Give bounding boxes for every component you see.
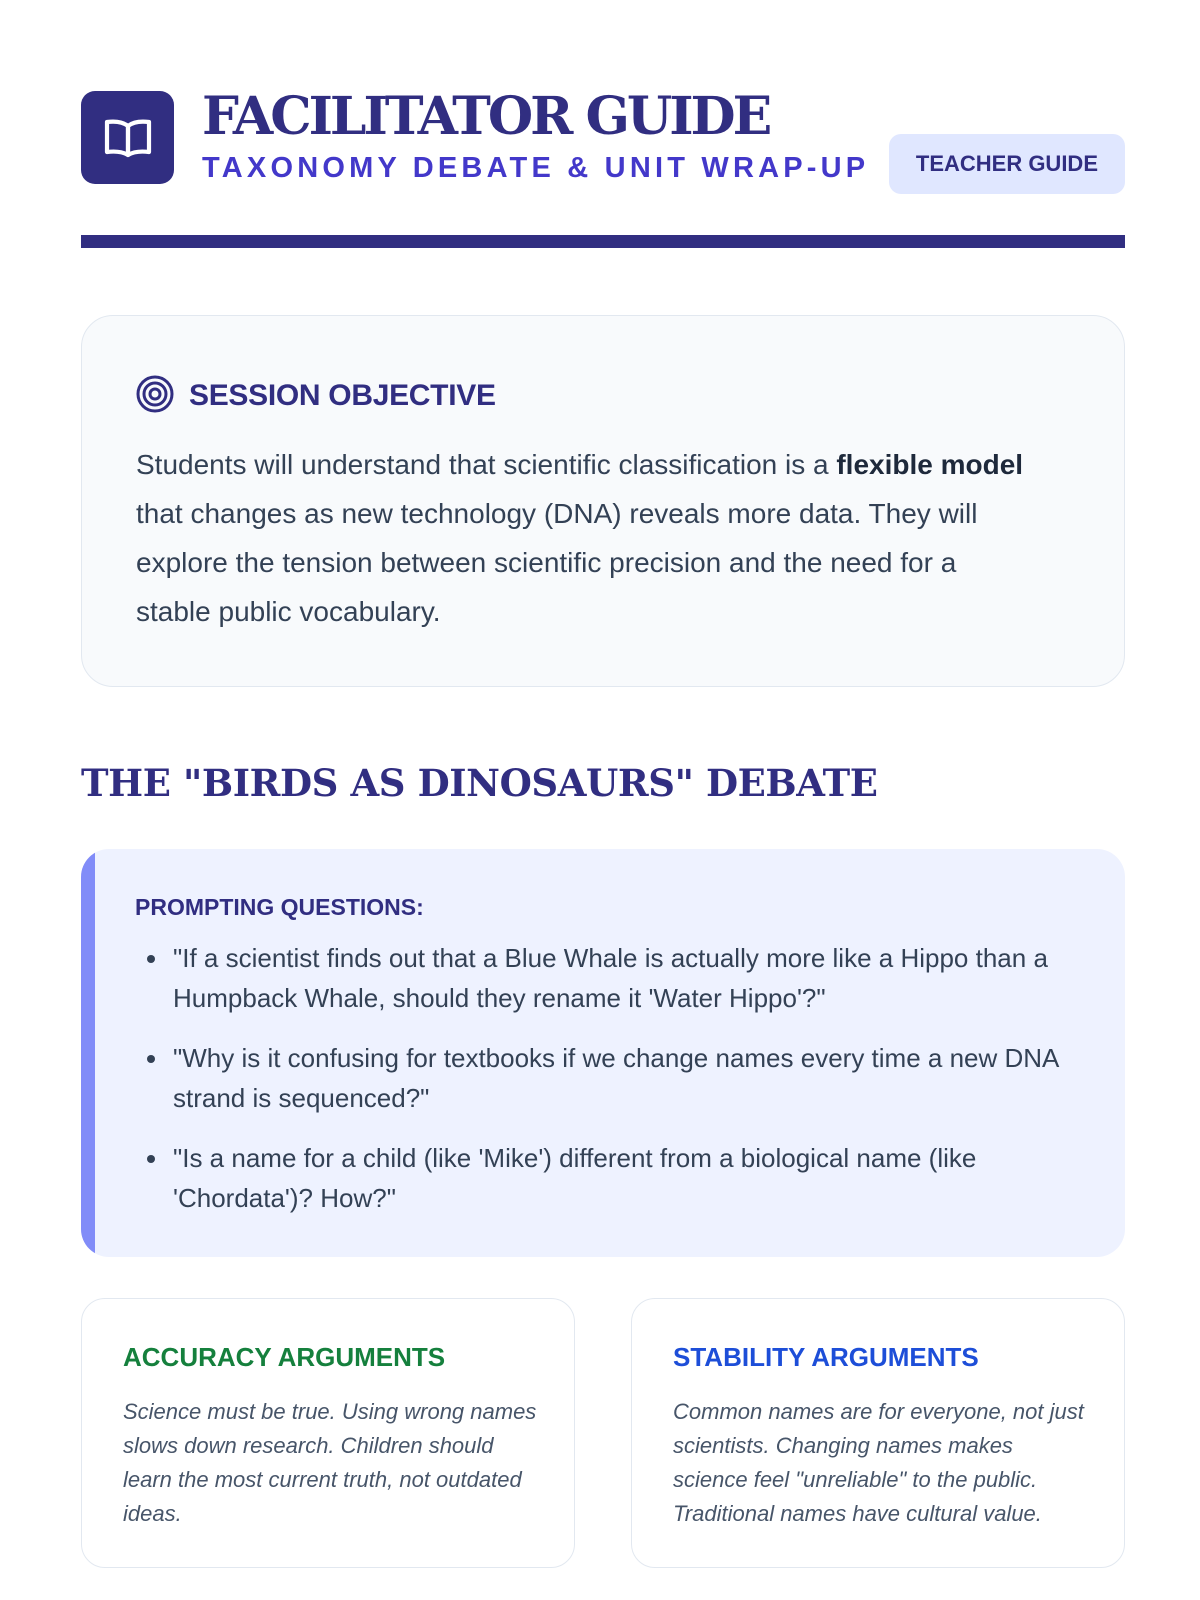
debate-section-title: THE "BIRDS AS DINOSAURS" DEBATE: [81, 761, 878, 805]
question-text: "If a scientist finds out that a Blue Whale is actually more like a Hippo than a Humpback Whale, should they rename it 'Water Hippo'?": [173, 943, 1048, 1013]
objective-text-start: Students will understand that scientific classification is a: [136, 449, 837, 480]
list-item: [135, 1138, 1075, 1218]
target-icon: [136, 375, 174, 418]
accuracy-arguments-text: Science must be true. Using wrong names slows down research. Children should learn the most current truth, not outdated ideas.: [123, 1399, 537, 1526]
prompting-questions-list: [135, 938, 1075, 1238]
session-objective-card: [81, 315, 1125, 687]
objective-text-emphasis: flexible model: [836, 449, 1024, 480]
bullet-icon: [147, 955, 155, 963]
session-objective-text: [136, 440, 1036, 636]
stability-arguments-text: Common names are for everyone, not just scientists. Changing names makes science feel "unreliable" to the public. Traditional names have cultural value.: [673, 1399, 1084, 1526]
prompting-questions-card: [81, 849, 1125, 1257]
list-item: [135, 1038, 1075, 1118]
session-objective-title: SESSION OBJECTIVE: [189, 379, 496, 412]
question-text: "Why is it confusing for textbooks if we change names every time a new DNA strand is sequenced?": [173, 1043, 1058, 1113]
list-item: [135, 938, 1075, 1018]
stability-arguments-title: STABILITY ARGUMENTS: [673, 1342, 979, 1372]
session-objective-header: [136, 374, 496, 418]
bullet-icon: [147, 1155, 155, 1163]
accuracy-arguments-card: [81, 1298, 575, 1568]
teacher-guide-badge: TEACHER GUIDE: [889, 134, 1125, 194]
page-header: [81, 86, 1125, 186]
objective-text-end: that changes as new technology (DNA) reveals more data. They will explore the tension between scientific precision and the need for a stable public vocabulary.: [136, 498, 978, 627]
bullet-icon: [147, 1055, 155, 1063]
question-text: "Is a name for a child (like 'Mike') different from a biological name (like 'Chordata')? How?": [173, 1143, 977, 1213]
prompt-accent-bar: [81, 849, 95, 1257]
accuracy-arguments-title: ACCURACY ARGUMENTS: [123, 1342, 446, 1372]
page-title: FACILITATOR GUIDE: [202, 86, 770, 147]
stability-arguments-card: [631, 1298, 1125, 1568]
page-subtitle: TAXONOMY DEBATE & UNIT WRAP-UP: [202, 152, 870, 184]
open-book-icon: [81, 91, 174, 184]
prompting-questions-label: PROMPTING QUESTIONS:: [135, 894, 424, 920]
header-divider: [81, 235, 1125, 248]
